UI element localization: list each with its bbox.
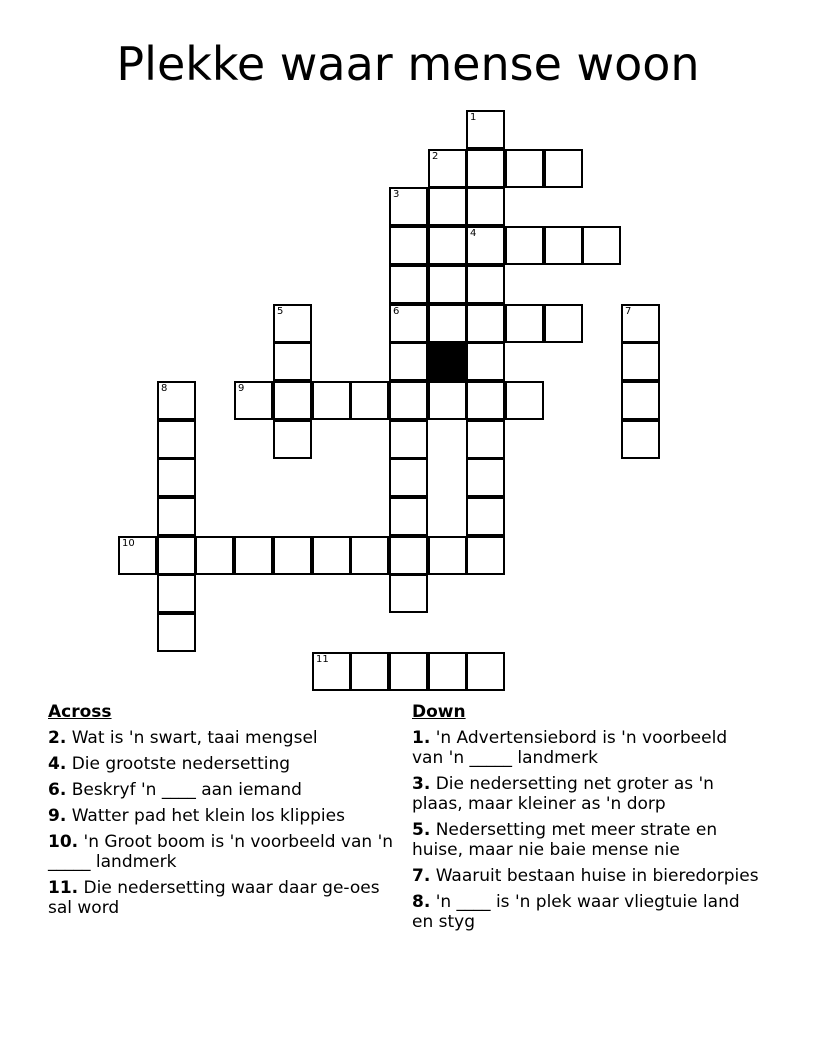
grid-cell[interactable] <box>466 381 505 420</box>
across-clue-11 <box>48 878 398 918</box>
grid-cell[interactable] <box>157 536 196 575</box>
grid-cell[interactable] <box>466 110 505 149</box>
clue-number-label: 3 <box>393 189 400 200</box>
clue-text: Die grootste nedersetting <box>71 754 291 774</box>
clue-text: Wat is 'n swart, taai mengsel <box>71 728 318 748</box>
grid-cell[interactable] <box>234 536 273 575</box>
clue-number-label: 5 <box>277 306 284 317</box>
grid-cell[interactable] <box>273 381 312 420</box>
grid-cell[interactable] <box>389 381 428 420</box>
grid-cell[interactable] <box>312 652 351 691</box>
grid-cell[interactable] <box>621 304 660 343</box>
across-clue-9 <box>48 806 398 826</box>
grid-cell[interactable] <box>389 536 428 575</box>
grid-cell[interactable] <box>312 536 351 575</box>
grid-cell[interactable] <box>621 381 660 420</box>
grid-cell[interactable] <box>389 304 428 343</box>
grid-block <box>428 342 467 381</box>
clue-text: Waaruit bestaan huise in bieredorpies <box>435 866 759 886</box>
clue-number: 4. <box>48 754 67 774</box>
across-heading: Across <box>48 702 112 722</box>
grid-cell[interactable] <box>428 652 467 691</box>
grid-cell[interactable] <box>273 420 312 459</box>
clue-number: 1. <box>412 728 431 748</box>
grid-cell[interactable] <box>621 342 660 381</box>
clue-number-label: 2 <box>432 151 439 162</box>
puzzle-title: Plekke waar mense woon <box>116 37 700 91</box>
grid-cell[interactable] <box>428 536 467 575</box>
clue-text: 'n ____ is 'n plek waar vliegtuie land en styg <box>412 892 740 932</box>
grid-cell[interactable] <box>466 497 505 536</box>
clue-number: 7. <box>412 866 431 886</box>
grid-cell[interactable] <box>466 149 505 188</box>
grid-cell[interactable] <box>428 381 467 420</box>
grid-cell[interactable] <box>389 652 428 691</box>
clue-number-label: 1 <box>470 112 477 123</box>
grid-cell[interactable] <box>389 458 428 497</box>
grid-cell[interactable] <box>466 420 505 459</box>
grid-cell[interactable] <box>544 149 583 188</box>
down-clue-1 <box>412 728 762 768</box>
across-clue-10 <box>48 832 398 872</box>
grid-cell[interactable] <box>389 420 428 459</box>
grid-cell[interactable] <box>466 342 505 381</box>
grid-cell[interactable] <box>466 536 505 575</box>
grid-cell[interactable] <box>544 226 583 265</box>
clue-number-label: 9 <box>238 383 245 394</box>
clue-text: Die nedersetting net groter as 'n plaas, maar kleiner as 'n dorp <box>412 774 714 814</box>
clue-number: 9. <box>48 806 67 826</box>
grid-cell[interactable] <box>621 420 660 459</box>
grid-cell[interactable] <box>350 652 389 691</box>
grid-cell[interactable] <box>273 304 312 343</box>
grid-cell[interactable] <box>505 149 544 188</box>
grid-cell[interactable] <box>389 342 428 381</box>
clue-number-label: 11 <box>316 654 329 665</box>
down-heading: Down <box>412 702 466 722</box>
clue-number: 10. <box>48 832 79 852</box>
grid-cell[interactable] <box>505 381 544 420</box>
grid-cell[interactable] <box>157 420 196 459</box>
grid-cell[interactable] <box>157 381 196 420</box>
clue-number: 2. <box>48 728 67 748</box>
grid-cell[interactable] <box>157 497 196 536</box>
across-clues <box>48 702 398 924</box>
grid-cell[interactable] <box>234 381 273 420</box>
grid-cell[interactable] <box>273 342 312 381</box>
across-clue-2 <box>48 728 398 748</box>
grid-cell[interactable] <box>389 497 428 536</box>
clue-text: Beskryf 'n ____ aan iemand <box>71 780 302 800</box>
grid-cell[interactable] <box>582 226 621 265</box>
grid-cell[interactable] <box>273 536 312 575</box>
clue-number-label: 7 <box>625 306 632 317</box>
grid-cell[interactable] <box>544 304 583 343</box>
clue-number: 6. <box>48 780 67 800</box>
grid-cell[interactable] <box>466 304 505 343</box>
grid-cell[interactable] <box>350 381 389 420</box>
grid-cell[interactable] <box>428 226 467 265</box>
clue-number-label: 4 <box>470 228 477 239</box>
clue-number: 3. <box>412 774 431 794</box>
grid-cell[interactable] <box>195 536 234 575</box>
grid-cell[interactable] <box>389 226 428 265</box>
down-clue-7 <box>412 866 762 886</box>
grid-cell[interactable] <box>428 149 467 188</box>
clue-number-label: 10 <box>122 538 135 549</box>
grid-cell[interactable] <box>157 574 196 613</box>
grid-cell[interactable] <box>157 613 196 652</box>
clue-text: Die nedersetting waar daar ge-oes sal word <box>48 878 380 918</box>
grid-cell[interactable] <box>428 304 467 343</box>
grid-cell[interactable] <box>466 458 505 497</box>
grid-cell[interactable] <box>389 187 428 226</box>
clue-text: Watter pad het klein los klippies <box>71 806 345 826</box>
clue-text: 'n Advertensiebord is 'n voorbeeld van 'n _____ landmerk <box>412 728 728 768</box>
grid-cell[interactable] <box>466 187 505 226</box>
grid-cell[interactable] <box>505 226 544 265</box>
down-clues <box>412 702 762 938</box>
across-clue-6 <box>48 780 398 800</box>
grid-cell[interactable] <box>505 304 544 343</box>
clue-number: 5. <box>412 820 431 840</box>
grid-cell[interactable] <box>389 265 428 304</box>
down-clue-8 <box>412 892 762 932</box>
grid-cell[interactable] <box>466 226 505 265</box>
down-clue-3 <box>412 774 762 814</box>
clue-number: 11. <box>48 878 79 898</box>
clue-number: 8. <box>412 892 431 912</box>
grid-cell[interactable] <box>466 265 505 304</box>
grid-cell[interactable] <box>389 574 428 613</box>
clue-text: 'n Groot boom is 'n voorbeeld van 'n _____ landmerk <box>48 832 394 872</box>
down-clue-5 <box>412 820 762 860</box>
across-clue-4 <box>48 754 398 774</box>
clue-number-label: 8 <box>161 383 168 394</box>
grid-cell[interactable] <box>118 536 157 575</box>
grid-cell[interactable] <box>350 536 389 575</box>
grid-cell[interactable] <box>312 381 351 420</box>
grid-cell[interactable] <box>428 187 467 226</box>
grid-cell[interactable] <box>428 265 467 304</box>
clue-text: Nedersetting met meer strate en huise, maar nie baie mense nie <box>412 820 718 860</box>
grid-cell[interactable] <box>466 652 505 691</box>
grid-cell[interactable] <box>157 458 196 497</box>
clue-number-label: 6 <box>393 306 400 317</box>
